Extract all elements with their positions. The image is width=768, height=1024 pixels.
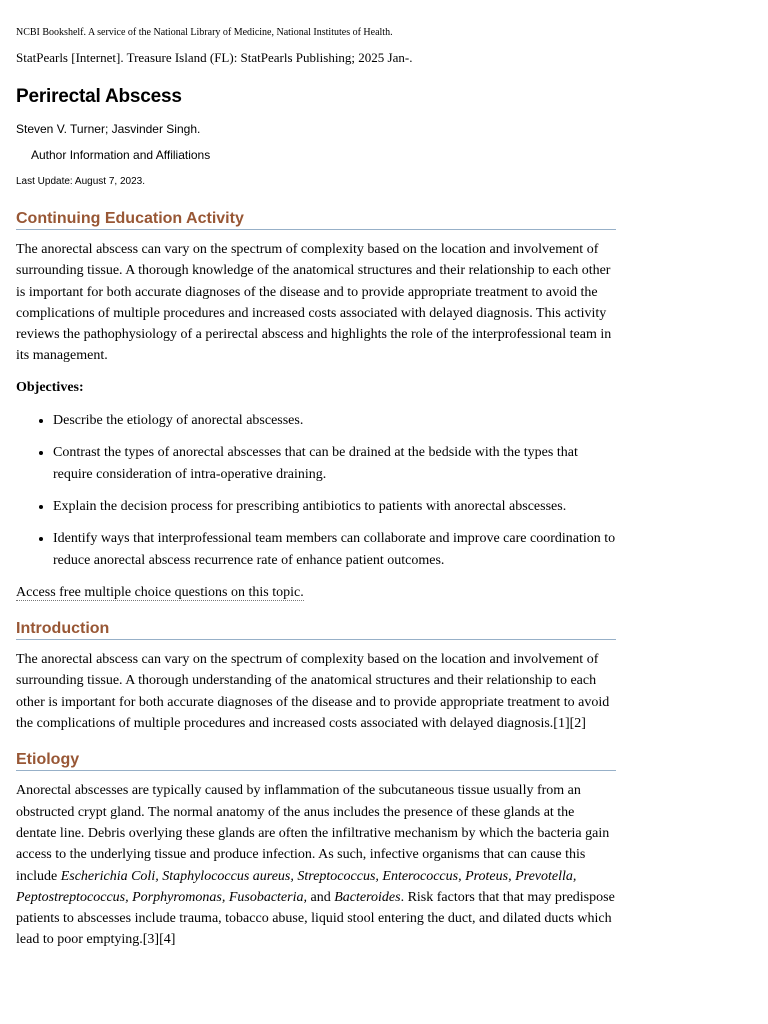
etiology-and: and (306, 889, 335, 905)
section-heading-etiology: Etiology (16, 751, 616, 771)
page-title: Perirectal Abscess (16, 86, 182, 107)
etiology-paragraph (16, 780, 616, 950)
reference-link[interactable]: [4] (159, 932, 176, 948)
organism-list: Escherichia Coli, Staphylococcus aureus, Streptococcus, Enterococcus, Proteus, Prevotella, Peptostreptococcus, Porphyromonas, Fusobacteria, (16, 868, 577, 905)
introduction-paragraph (16, 649, 616, 734)
etiology-text: Anorectal abscesses are typically caused by inflammation of the subcutaneous tissue usually from an obstructed crypt gland. The normal anatomy of the anus includes the presence of these glands at the dentate line. Debris overlying these glands are often the infiltrative mechanism by which the bacteria gain access to the underlying tissue and produce infection. As such, infective organisms that can cause this include (16, 783, 610, 884)
etiology-risk-text: . Risk factors that that may predispose patients to abscesses include trauma, tobacco abuse, liquid stool entering the duct, and dilated ducts which lead to poor emptying. (16, 889, 615, 948)
objective-item: • Explain the decision process for prescribing antibiotics to patients with anorectal abscesses. (53, 496, 616, 517)
ce-paragraph: The anorectal abscess can vary on the spectrum of complexity based on the location and involvement of surrounding tissue. A thorough knowledge of the anatomical structures and their relationship to each other is important for both accurate diagnoses of the disease and to provide appropriate treatment to avoid the complications of multiple procedures and increased costs associated with delayed diagnosis. This activity reviews the pathophysiology of a perirectal abscess and highlights the role of the interprofessional team in its management. (16, 242, 612, 364)
objective-item: • Contrast the types of anorectal abscesses that can be drained at the bedside with the types that require consideration of intra-operative draining. (53, 442, 616, 485)
objectives-list (16, 410, 616, 571)
last-update-date: Last Update: August 7, 2023. (16, 176, 145, 187)
section-heading-continuing-education: Continuing Education Activity (16, 210, 616, 230)
reference-link[interactable]: [2] (569, 716, 586, 732)
objective-item: • Describe the etiology of anorectal abscesses. (53, 410, 616, 431)
ncbi-masthead: NCBI Bookshelf. A service of the National Library of Medicine, National Institutes of Health. (16, 27, 393, 38)
author-affiliations-link[interactable]: Author Information and Affiliations (31, 148, 211, 162)
reference-link[interactable]: [3] (142, 932, 160, 948)
organism-bacteroides: Bacteroides (334, 889, 401, 905)
objectives-heading: Objectives: (16, 379, 84, 395)
author-list: Steven V. Turner; Jasvinder Singh. (16, 122, 201, 136)
introduction-text: The anorectal abscess can vary on the spectrum of complexity based on the location and involvement of surrounding tissue. A thorough understanding of the anatomical structures and their relationship to each other is important for both accurate diagnoses of the disease and to provide appropriate treatment to avoid the complications of multiple procedures and increased costs associated with delayed diagnosis. (16, 652, 610, 732)
article-body (16, 210, 616, 951)
access-questions-paragraph (16, 582, 616, 603)
book-citation: StatPearls [Internet]. Treasure Island (FL): StatPearls Publishing; 2025 Jan-. (16, 50, 413, 65)
section-heading-introduction: Introduction (16, 620, 616, 640)
objective-item: • Identify ways that interprofessional team members can collaborate and improve care coordination to reduce anorectal abscess recurrence rate of enhance patient outcomes. (53, 528, 616, 571)
reference-link[interactable]: [1] (553, 716, 570, 732)
access-questions-link[interactable]: Access free multiple choice questions on this topic. (16, 584, 304, 600)
